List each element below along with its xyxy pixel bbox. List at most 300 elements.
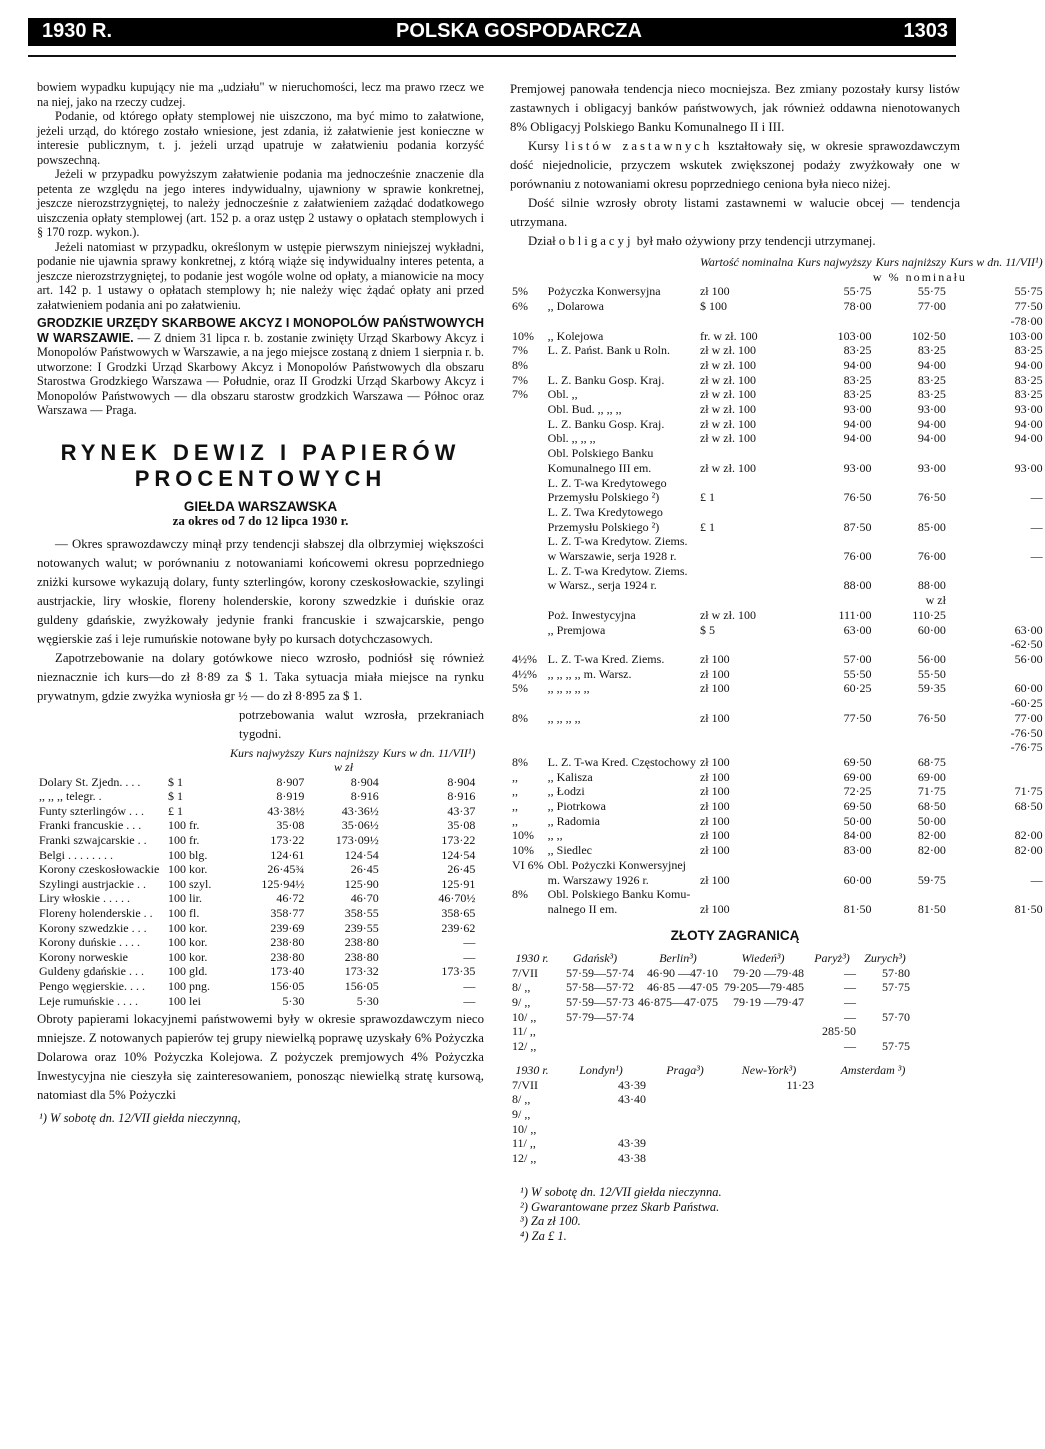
rate-percent: 7% <box>512 387 528 402</box>
paragraph <box>510 137 960 194</box>
rate-low: 59·35 <box>917 681 946 696</box>
rate-low: 83·25 <box>917 372 946 387</box>
rate-percent <box>510 402 546 417</box>
rate-low <box>874 696 948 711</box>
rate-zurich <box>858 1024 912 1039</box>
text-span: Kursy <box>528 139 560 153</box>
rate-low: 35·06½ <box>341 818 379 833</box>
nominal-value <box>698 740 795 755</box>
nominal-value: zł 100 <box>699 843 730 858</box>
date: 9/ ,, <box>512 1107 531 1122</box>
rate-low: 56·00 <box>917 651 946 666</box>
rate-percent: 6% <box>512 299 528 314</box>
security-name <box>546 726 698 741</box>
rate-high: 238·80 <box>270 935 305 950</box>
rate-percent: 8% <box>512 357 528 372</box>
rate-low: 8·904 <box>350 774 379 789</box>
table-row <box>510 593 1045 608</box>
table-row <box>510 1136 930 1151</box>
rate-close <box>948 770 1045 785</box>
rate-amsterdam <box>816 1078 930 1093</box>
date: 11/ ,, <box>512 1136 536 1151</box>
rate-high: 83·25 <box>843 372 872 387</box>
nominal-value: £ 1 <box>699 490 715 505</box>
currency-name: Dolary St. Zjedn. . . . <box>39 774 141 789</box>
rate-low: 68·75 <box>917 754 946 769</box>
table-row <box>510 534 1045 549</box>
security-name: ,, Kalisza <box>547 769 593 784</box>
currency-rows <box>37 775 477 1009</box>
table-row <box>510 564 1045 579</box>
rate-close: 82·00 <box>1014 843 1043 858</box>
table-row <box>510 1010 912 1025</box>
rate-percent <box>510 446 546 461</box>
rate-high <box>795 476 873 491</box>
table-row <box>510 873 1045 888</box>
table-row <box>37 877 477 892</box>
table-row <box>510 858 1045 873</box>
rate-percent <box>510 549 546 564</box>
table-row <box>510 549 1045 564</box>
paragraph: Dość silnie wzrosły obroty listami zastawnemi w walucie obcej — tendencja utrzymana. <box>510 196 960 229</box>
col-nominal: Wartość nominalna <box>699 255 794 269</box>
rate-vienna: 79·205—79·485 <box>724 980 804 995</box>
nominal-value: $ 5 <box>699 622 715 637</box>
rate-percent: ,, <box>512 784 518 799</box>
rate-high: 173·40 <box>270 964 305 979</box>
bond-rows <box>510 284 1045 916</box>
security-name: ,, Dolarowa <box>547 299 604 314</box>
currency-unit: 100 kor. <box>168 935 208 950</box>
table-row <box>510 1024 912 1039</box>
rate-low: 8·916 <box>350 789 379 804</box>
rate-zurich <box>858 995 912 1010</box>
rate-high <box>795 740 873 755</box>
rate-low: w zł <box>925 593 946 608</box>
paragraph <box>510 232 960 251</box>
date: 12/ ,, <box>512 1038 537 1053</box>
rate-close <box>948 667 1045 682</box>
page-header <box>0 0 1024 74</box>
table-row <box>510 623 1045 638</box>
nominal-value <box>698 549 795 564</box>
table-row <box>510 358 1045 373</box>
rate-high: 57·00 <box>843 651 872 666</box>
nominal-value: zł w zł. 100 <box>699 387 756 402</box>
rate-close: 93·00 <box>1014 402 1043 417</box>
text-span: Dział <box>528 234 556 248</box>
rate-close: 83·25 <box>1014 387 1043 402</box>
table-row <box>510 373 1045 388</box>
rate-close: 63·00 <box>1014 622 1043 637</box>
rate-low: 26·45 <box>350 862 379 877</box>
table-row <box>37 775 477 790</box>
rate-prague <box>648 1078 722 1093</box>
nominal-value: zł 100 <box>699 651 730 666</box>
period-heading: za okres od 7 do 12 lipca 1930 r. <box>172 513 349 528</box>
table-row <box>510 1107 930 1122</box>
header-year: 1930 R. <box>42 20 113 42</box>
rate-close: 83·25 <box>1014 372 1043 387</box>
rate-close: 239·62 <box>441 920 476 935</box>
rate-high: 83·25 <box>843 387 872 402</box>
rate-high: 76·50 <box>843 490 872 505</box>
rate-high <box>795 314 873 329</box>
nominal-value <box>698 637 795 652</box>
rate-high <box>795 564 873 579</box>
currency-unit: $ 1 <box>168 789 183 804</box>
currency-name: Korony czeskosłowackie <box>39 862 160 877</box>
rate-close: 94·00 <box>1014 416 1043 431</box>
paragraph: bowiem wypadku kupujący nie ma „udziału" w nieruchomości, lecz ma prawo rzecz we na niej, jako na rzeczy cudzej. <box>37 80 484 109</box>
rate-high <box>795 858 873 873</box>
zloty-rows-1 <box>510 966 912 1054</box>
rate-close: 68·50 <box>1014 799 1043 814</box>
rate-close: — <box>1030 872 1043 887</box>
rate-low: 59·75 <box>917 872 946 887</box>
rate-percent <box>510 564 546 579</box>
currency-name: Korony szwedzkie . . . <box>39 920 147 935</box>
security-name: w Warszawie, serja 1928 r. <box>547 549 677 564</box>
rate-high: 93·00 <box>843 460 872 475</box>
rate-percent <box>510 534 546 549</box>
table-row <box>510 843 1045 858</box>
news-text: — Z dniem 31 lipca r. b. zostanie zwinięty Urząd Skarbowy Akcyz i Monopolów Państwowych w Warszawie, a na jego miejsce zostaną z dniem 1 sierpnia r. b. utworzone: I Grodzki Urząd Skarbowy Akcyz i Monopolów Państwowych dla obszaru Starostwa Grodzkiego Warszawa — Południe, oraz II Grodzki Urząd Skarbowy Akcyz i Monopolów Państwowych — dla obszaru starostw grodzkich Warszawa — Północ oraz Warszawa — Praga. <box>37 330 484 417</box>
rate-percent: 4½% <box>512 651 537 666</box>
section-title-line-1: RYNEK DEWIZ I PAPIERÓW <box>60 439 461 465</box>
rate-close: 103·00 <box>1008 328 1043 343</box>
rate-percent: ,, <box>512 799 518 814</box>
rate-newyork <box>722 1136 816 1151</box>
nominal-value <box>698 314 795 329</box>
nominal-value: zł 100 <box>699 901 730 916</box>
rate-percent <box>510 476 546 491</box>
rate-close: -76·75 <box>1010 740 1043 755</box>
table-header <box>37 746 477 761</box>
table-row <box>37 804 477 819</box>
security-name <box>546 637 698 652</box>
rate-close <box>948 446 1045 461</box>
security-name <box>546 358 698 373</box>
table-row <box>37 848 477 863</box>
currency-name: Belgi . . . . . . . . <box>39 847 113 862</box>
nominal-value: zł 100 <box>699 284 730 299</box>
rate-low: 156·05 <box>344 979 379 993</box>
nominal-value <box>698 726 795 741</box>
nominal-value: zł 100 <box>699 754 730 769</box>
rate-close: 124·54 <box>441 847 476 862</box>
rate-high: 83·25 <box>843 343 872 358</box>
rate-percent <box>510 417 546 432</box>
rate-low: 93·00 <box>917 402 946 417</box>
table-row <box>37 994 477 1009</box>
rate-percent <box>510 578 546 593</box>
column-header: Gdańsk³) <box>572 951 618 966</box>
currency-unit: 100 szyl. <box>168 876 212 891</box>
table-header <box>37 760 477 775</box>
rate-close <box>948 593 1045 608</box>
rate-paris: 285·50 <box>822 1024 856 1039</box>
rate-high: 103·00 <box>837 328 872 343</box>
column-header: Praga³) <box>666 1063 704 1078</box>
rate-high: 125·94½ <box>261 876 305 891</box>
col-low: Kurs najniższy <box>308 745 379 760</box>
rate-percent <box>510 740 546 755</box>
security-name: Obl. Bud. ,, ,, ,, <box>547 402 622 417</box>
rate-zurich: 57·75 <box>882 980 910 995</box>
table-row <box>37 964 477 979</box>
left-column <box>37 80 484 1126</box>
rate-paris: — <box>844 980 856 995</box>
security-name: Obl. ,, ,, ,, <box>547 431 596 446</box>
security-name: ,, ,, <box>547 828 563 843</box>
currency-table <box>37 746 477 1009</box>
currency-unit: 100 blg. <box>168 847 208 862</box>
nominal-value <box>698 476 795 491</box>
currency-name: Guldeny gdańskie . . . <box>39 964 144 979</box>
rate-percent: 10% <box>512 843 534 858</box>
rate-paris: — <box>844 994 856 1009</box>
rate-vienna <box>720 1010 806 1025</box>
rate-close: 77·50 <box>1014 299 1043 314</box>
rate-low <box>874 740 948 755</box>
date: 11/ ,, <box>512 1024 536 1039</box>
rate-percent <box>510 431 546 446</box>
rate-close: 125·91 <box>441 876 476 891</box>
rate-amsterdam <box>816 1136 930 1151</box>
rate-percent <box>510 593 546 608</box>
table-row <box>37 935 477 950</box>
rate-high: 94·00 <box>843 416 872 431</box>
currency-unit: £ 1 <box>168 803 183 818</box>
nominal-value <box>698 534 795 549</box>
rate-berlin: 46·85 —47·05 <box>647 980 718 995</box>
rate-close: — <box>1030 519 1043 534</box>
table-row <box>510 799 1045 814</box>
rate-newyork <box>722 1122 816 1137</box>
security-name: Pożyczka Konwersyjna <box>547 284 661 299</box>
paragraph: Zapotrzebowanie na dolary gotówkowe nieco wzrosło, podniósł się również nieznacznie ich kurs—do zł 8·89 za $ 1. Taka sytuacja miała miejsce na rynku prywatnym, gdzie zwyżka wyniosła gr ½ — do zł 8·895 za $ 1. <box>37 650 484 703</box>
currency-name: Franki szwajcarskie . . <box>39 833 147 848</box>
column-header: Paryż³) <box>814 951 850 966</box>
rate-prague <box>648 1136 722 1151</box>
rate-percent <box>510 696 546 711</box>
table-row <box>510 1092 930 1107</box>
table-row <box>510 828 1045 843</box>
rate-low <box>874 637 948 652</box>
table-row <box>510 652 1045 667</box>
rate-low: 125·90 <box>344 876 379 891</box>
date: 8/ ,, <box>512 1092 531 1107</box>
rate-london: 43·40 <box>618 1092 646 1107</box>
currency-unit: 100 fr. <box>168 833 200 848</box>
rate-low: 124·54 <box>344 847 379 862</box>
table-header <box>510 270 1045 285</box>
rate-percent: 4½% <box>512 666 537 681</box>
rate-percent <box>510 490 546 505</box>
rate-low: 69·00 <box>917 769 946 784</box>
rate-percent: 8% <box>512 754 528 769</box>
table-row <box>510 1039 912 1054</box>
rate-low: 83·25 <box>917 343 946 358</box>
nominal-value: zł 100 <box>699 813 730 828</box>
security-name: ,, ,, ,, ,, m. Warsz. <box>547 666 632 681</box>
rate-close: — <box>463 993 476 1008</box>
rate-close: 43·37 <box>447 803 476 818</box>
rate-high <box>795 446 873 461</box>
nominal-value: zł w zł. 100 <box>699 343 756 358</box>
rate-vienna <box>720 1039 806 1054</box>
rate-high: 78·00 <box>843 299 872 314</box>
rate-close: — <box>1030 549 1043 564</box>
rate-high: 111·00 <box>838 607 872 622</box>
rate-percent: 10% <box>512 828 534 843</box>
unit-label: w zł <box>334 760 354 775</box>
rate-high: 94·00 <box>843 357 872 372</box>
nominal-value: zł w zł. 100 <box>699 607 756 622</box>
security-name <box>546 314 698 329</box>
rate-close: 56·00 <box>1014 651 1043 666</box>
table-row <box>510 1122 930 1137</box>
rate-percent <box>510 608 546 623</box>
nominal-value: zł 100 <box>699 828 730 843</box>
rate-high: 84·00 <box>843 828 872 843</box>
nominal-value: zł w zł. 100 <box>699 431 756 446</box>
col-low: Kurs najniższy <box>875 255 946 269</box>
rate-low: 68·50 <box>917 799 946 814</box>
rate-percent: 10% <box>512 328 534 343</box>
table-row <box>510 387 1045 402</box>
spaced-text: obligacyj <box>558 234 634 248</box>
security-name: L. Z. T-wa Kred. Ziems. <box>547 651 665 666</box>
nominal-value: zł 100 <box>699 710 730 725</box>
rate-percent <box>510 873 546 888</box>
rate-close: 8·916 <box>447 789 476 804</box>
table-row <box>510 343 1045 358</box>
rate-vienna: 79·19 —79·47 <box>733 994 804 1009</box>
security-name: L. Z. Banku Gosp. Kraj. <box>547 372 665 387</box>
table-row <box>510 726 1045 741</box>
text-span: kształtowały się, w okresie sprawozdawczym dość niejednolicie, przyczem wskutek zwiększonej podaży zwyżkowały one w porównaniu z notowaniami okresu poprzedniego ceniona była nieco niżej. <box>510 139 960 191</box>
nominal-value: zł w zł. 100 <box>699 372 756 387</box>
footnote: ¹) W sobotę dn. 12/VII giełda nieczynna. <box>520 1185 722 1200</box>
table-row <box>510 711 1045 726</box>
rate-close: 55·75 <box>1014 284 1043 299</box>
rate-percent: ,, <box>512 769 518 784</box>
table-row <box>510 284 1045 299</box>
security-name: ,, Piotrkowa <box>547 799 607 814</box>
rate-percent: 8% <box>512 710 528 725</box>
date: 7/VII <box>512 1077 538 1092</box>
rate-close: 358·65 <box>441 906 476 921</box>
rate-high: 63·00 <box>843 622 872 637</box>
security-name: L. Z. Twa Kredytowego <box>547 504 663 519</box>
rate-berlin: 46·90 —47·10 <box>647 965 718 980</box>
security-name: ,, ,, ,, ,, <box>547 710 581 725</box>
paragraph: Obroty papierami lokacyjnemi państwowemi były w okresie sprawozdawczym nieco mniejsze. Z notowanych papierów tej grupy niewielką poprawę uzyskały 6% Pożyczka Dolarowa oraz 10% Pożyczka Kolejowa. Z pożyczek premjowych 4% Pożyczka Inwestycyjna nie cieszyła się zainteresowaniem, ponosząc niewielką stratę kursową, natomiast dla 5% Pożyczki <box>37 1012 484 1103</box>
table-row <box>510 520 1045 535</box>
right-column <box>510 80 1043 1243</box>
zloty-table-2 <box>510 1063 930 1165</box>
paragraph: Jeżeli natomiast w przypadku, określonym w ustępie pierwszym niniejszej wykładni, podanie nie ujawnia sprawy konkretnej, z którą wiąże się indywidualny interes petenta, a jeszcze nierozstrzygniętej, to podanie jest wogóle wolne od opłaty, a mianowicie na mocy art. 142 p. 1 ustawy o opłatach stemplowy h; nie należy więc żądać opłaty ani przed załatwieniem podania ani po załatwieniu. <box>37 239 484 312</box>
rate-percent <box>510 520 546 535</box>
date: 8/ ,, <box>512 980 531 995</box>
security-name: w Warsz., serja 1924 r. <box>547 578 657 593</box>
rate-high <box>795 534 873 549</box>
table-row <box>510 681 1045 696</box>
rate-newyork <box>722 1092 816 1107</box>
column-header: Wiedeń³) <box>741 951 785 966</box>
rate-close <box>948 755 1045 770</box>
rate-gdansk: 57·59—57·73 <box>566 994 634 1009</box>
rate-low: 238·80 <box>344 949 379 964</box>
security-name: Obl. Polskiego Banku Komu- <box>547 887 691 902</box>
footnotes <box>510 1185 960 1243</box>
security-name: Obl. Pożyczki Konwersyjnej <box>547 857 686 872</box>
rate-low <box>874 476 948 491</box>
rate-close: 94·00 <box>1014 431 1043 446</box>
table-row <box>510 314 1045 329</box>
rate-low: 94·00 <box>917 416 946 431</box>
bond-table <box>510 255 1045 917</box>
table-row <box>510 1078 930 1093</box>
rate-low: 358·55 <box>344 906 379 921</box>
nominal-value: zł w zł. 100 <box>699 357 756 372</box>
table-row <box>510 995 912 1010</box>
security-name <box>546 593 698 608</box>
rate-gdansk <box>554 1039 636 1054</box>
rate-prague <box>648 1092 722 1107</box>
rate-close: — <box>1030 490 1043 505</box>
date: 12/ ,, <box>512 1150 537 1165</box>
rate-close: 35·08 <box>447 818 476 833</box>
table-row <box>510 505 1045 520</box>
rate-gdansk: 57·58—57·72 <box>566 980 634 995</box>
table-row <box>510 814 1045 829</box>
rate-high <box>795 637 873 652</box>
currency-unit: $ 1 <box>168 774 183 789</box>
rate-low: 238·80 <box>344 935 379 950</box>
rate-percent <box>510 623 546 638</box>
rate-berlin <box>636 1024 720 1039</box>
rate-high: 124·61 <box>270 847 305 862</box>
column-header: 1930 r. <box>515 1063 549 1078</box>
rate-percent: 5% <box>512 284 528 299</box>
rate-london <box>554 1122 648 1137</box>
rate-low: 102·50 <box>911 328 946 343</box>
table-row <box>510 608 1045 623</box>
footnote: ¹) W sobotę dn. 12/VII giełda nieczynną, <box>39 1111 241 1126</box>
security-name: Przemysłu Polskiego ²) <box>547 490 660 505</box>
rate-zurich: 57·80 <box>882 965 910 980</box>
rate-high: 26·45¾ <box>267 862 305 877</box>
rate-high: 69·50 <box>843 799 872 814</box>
currency-unit: 100 fr. <box>168 818 200 833</box>
table-row <box>510 696 1045 711</box>
rate-low: 55·50 <box>917 666 946 681</box>
text-span: był mało ożywiony przy tendencji utrzymanej. <box>636 234 876 248</box>
rate-amsterdam <box>816 1122 930 1137</box>
currency-unit: 100 png. <box>168 979 210 993</box>
rate-low <box>874 564 948 579</box>
rate-high: 72·25 <box>843 784 872 799</box>
currency-unit: 100 fl. <box>168 906 200 921</box>
column-header: New-York³) <box>741 1063 797 1078</box>
header-rule <box>28 55 956 57</box>
nominal-value <box>698 578 795 593</box>
currency-name: Szylingi austrjackie . . <box>39 876 146 891</box>
rate-low: 81·50 <box>917 901 946 916</box>
